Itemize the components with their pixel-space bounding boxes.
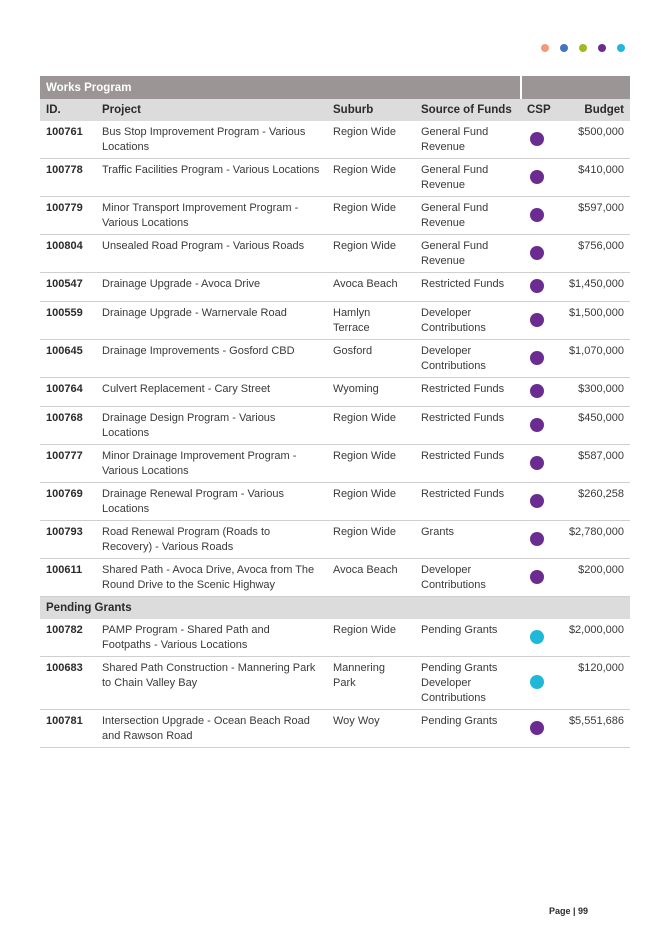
table-row bbox=[40, 197, 630, 235]
cell-project: Drainage Upgrade - Avoca Drive bbox=[96, 273, 327, 302]
table-row bbox=[40, 378, 630, 407]
section-title-row bbox=[40, 76, 630, 99]
cell-budget: $260,258 bbox=[553, 483, 630, 521]
cell-csp bbox=[521, 121, 553, 159]
cell-csp bbox=[521, 619, 553, 657]
table-row bbox=[40, 273, 630, 302]
cell-source: General Fund Revenue bbox=[415, 197, 521, 235]
cell-csp bbox=[521, 559, 553, 597]
cell-id: 100769 bbox=[40, 483, 96, 521]
cell-budget: $2,780,000 bbox=[553, 521, 630, 559]
cell-project: Culvert Replacement - Cary Street bbox=[96, 378, 327, 407]
table-row bbox=[40, 710, 630, 748]
page-number: Page | 99 bbox=[549, 906, 589, 916]
csp-dot-icon bbox=[530, 313, 544, 327]
cell-suburb: Region Wide bbox=[327, 407, 415, 445]
cell-suburb: Mannering Park bbox=[327, 657, 415, 710]
col-id: ID. bbox=[40, 99, 96, 121]
csp-dot-icon bbox=[530, 384, 544, 398]
cell-suburb: Region Wide bbox=[327, 197, 415, 235]
table-row bbox=[40, 235, 630, 273]
cell-id: 100778 bbox=[40, 159, 96, 197]
csp-dot-icon bbox=[530, 675, 544, 689]
cell-budget: $500,000 bbox=[553, 121, 630, 159]
cell-budget: $756,000 bbox=[553, 235, 630, 273]
cell-budget: $587,000 bbox=[553, 445, 630, 483]
cell-id: 100559 bbox=[40, 302, 96, 340]
cell-csp bbox=[521, 273, 553, 302]
cell-csp bbox=[521, 657, 553, 710]
cell-project: Drainage Improvements - Gosford CBD bbox=[96, 340, 327, 378]
cell-csp bbox=[521, 302, 553, 340]
cell-csp bbox=[521, 378, 553, 407]
cell-source: Restricted Funds bbox=[415, 483, 521, 521]
table-row bbox=[40, 559, 630, 597]
cell-suburb: Region Wide bbox=[327, 159, 415, 197]
cell-project: Unsealed Road Program - Various Roads bbox=[96, 235, 327, 273]
csp-dot-icon bbox=[530, 570, 544, 584]
col-project: Project bbox=[96, 99, 327, 121]
table-row bbox=[40, 121, 630, 159]
cell-id: 100793 bbox=[40, 521, 96, 559]
cell-source: Restricted Funds bbox=[415, 378, 521, 407]
csp-dot-icon bbox=[530, 494, 544, 508]
cell-project: Shared Path Construction - Mannering Park to Chain Valley Bay bbox=[96, 657, 327, 710]
cell-suburb: Region Wide bbox=[327, 121, 415, 159]
cell-id: 100764 bbox=[40, 378, 96, 407]
cell-id: 100645 bbox=[40, 340, 96, 378]
col-csp: CSP bbox=[521, 99, 553, 121]
cell-project: Drainage Upgrade - Warnervale Road bbox=[96, 302, 327, 340]
table-row bbox=[40, 407, 630, 445]
cell-csp bbox=[521, 710, 553, 748]
cell-id: 100804 bbox=[40, 235, 96, 273]
cell-source: Pending Grants bbox=[415, 710, 521, 748]
works-program-table bbox=[40, 76, 630, 748]
cell-project: Intersection Upgrade - Ocean Beach Road and Rawson Road bbox=[96, 710, 327, 748]
cell-project: PAMP Program - Shared Path and Footpaths - Various Locations bbox=[96, 619, 327, 657]
cell-csp bbox=[521, 340, 553, 378]
cell-source: Restricted Funds bbox=[415, 445, 521, 483]
csp-dot-icon bbox=[530, 721, 544, 735]
cell-budget: $450,000 bbox=[553, 407, 630, 445]
cell-suburb: Wyoming bbox=[327, 378, 415, 407]
cell-source: Developer Contributions bbox=[415, 302, 521, 340]
header-dots bbox=[541, 44, 625, 52]
cell-project: Drainage Design Program - Various Locations bbox=[96, 407, 327, 445]
cell-csp bbox=[521, 197, 553, 235]
pending-section bbox=[40, 597, 630, 620]
table-row bbox=[40, 159, 630, 197]
cell-suburb: Avoca Beach bbox=[327, 559, 415, 597]
cell-budget: $1,450,000 bbox=[553, 273, 630, 302]
cell-source: Pending Grants bbox=[415, 619, 521, 657]
cell-id: 100779 bbox=[40, 197, 96, 235]
csp-dot-icon bbox=[530, 418, 544, 432]
cell-budget: $120,000 bbox=[553, 657, 630, 710]
cell-budget: $1,070,000 bbox=[553, 340, 630, 378]
cell-id: 100777 bbox=[40, 445, 96, 483]
table-row bbox=[40, 521, 630, 559]
cell-id: 100611 bbox=[40, 559, 96, 597]
col-source: Source of Funds bbox=[415, 99, 521, 121]
col-budget: Budget bbox=[553, 99, 630, 121]
cell-suburb: Woy Woy bbox=[327, 710, 415, 748]
table-row bbox=[40, 657, 630, 710]
csp-dot-icon bbox=[530, 132, 544, 146]
header-dot-icon bbox=[541, 44, 549, 52]
cell-suburb: Hamlyn Terrace bbox=[327, 302, 415, 340]
section-title-spacer bbox=[521, 76, 630, 99]
table-row bbox=[40, 445, 630, 483]
pending-grants-header-row bbox=[40, 597, 630, 620]
cell-id: 100781 bbox=[40, 710, 96, 748]
cell-budget: $5,551,686 bbox=[553, 710, 630, 748]
cell-project: Drainage Renewal Program - Various Locations bbox=[96, 483, 327, 521]
header-dot-icon bbox=[617, 44, 625, 52]
cell-id: 100683 bbox=[40, 657, 96, 710]
cell-csp bbox=[521, 521, 553, 559]
cell-budget: $410,000 bbox=[553, 159, 630, 197]
table-row bbox=[40, 619, 630, 657]
cell-source: Restricted Funds bbox=[415, 407, 521, 445]
cell-id: 100768 bbox=[40, 407, 96, 445]
cell-source: Developer Contributions bbox=[415, 340, 521, 378]
cell-source: Restricted Funds bbox=[415, 273, 521, 302]
column-header-row bbox=[40, 99, 630, 121]
csp-dot-icon bbox=[530, 351, 544, 365]
cell-csp bbox=[521, 235, 553, 273]
cell-source: Pending Grants Developer Contributions bbox=[415, 657, 521, 710]
cell-suburb: Gosford bbox=[327, 340, 415, 378]
cell-project: Minor Transport Improvement Program - Various Locations bbox=[96, 197, 327, 235]
section-title: Works Program bbox=[40, 76, 521, 99]
header-dot-icon bbox=[560, 44, 568, 52]
cell-id: 100547 bbox=[40, 273, 96, 302]
csp-dot-icon bbox=[530, 279, 544, 293]
cell-project: Bus Stop Improvement Program - Various Locations bbox=[96, 121, 327, 159]
csp-dot-icon bbox=[530, 170, 544, 184]
cell-project: Minor Drainage Improvement Program - Various Locations bbox=[96, 445, 327, 483]
cell-csp bbox=[521, 407, 553, 445]
works-body bbox=[40, 121, 630, 597]
csp-dot-icon bbox=[530, 456, 544, 470]
cell-suburb: Region Wide bbox=[327, 235, 415, 273]
cell-budget: $597,000 bbox=[553, 197, 630, 235]
cell-project: Road Renewal Program (Roads to Recovery) - Various Roads bbox=[96, 521, 327, 559]
table-row bbox=[40, 302, 630, 340]
cell-csp bbox=[521, 483, 553, 521]
cell-suburb: Region Wide bbox=[327, 619, 415, 657]
csp-dot-icon bbox=[530, 208, 544, 222]
cell-csp bbox=[521, 159, 553, 197]
csp-dot-icon bbox=[530, 630, 544, 644]
cell-suburb: Region Wide bbox=[327, 483, 415, 521]
table-row bbox=[40, 340, 630, 378]
cell-project: Shared Path - Avoca Drive, Avoca from The Round Drive to the Scenic Highway bbox=[96, 559, 327, 597]
csp-dot-icon bbox=[530, 246, 544, 260]
cell-budget: $200,000 bbox=[553, 559, 630, 597]
cell-source: General Fund Revenue bbox=[415, 121, 521, 159]
cell-suburb: Region Wide bbox=[327, 445, 415, 483]
cell-source: General Fund Revenue bbox=[415, 159, 521, 197]
cell-project: Traffic Facilities Program - Various Locations bbox=[96, 159, 327, 197]
header-dot-icon bbox=[579, 44, 587, 52]
cell-id: 100761 bbox=[40, 121, 96, 159]
cell-csp bbox=[521, 445, 553, 483]
pending-grants-title: Pending Grants bbox=[40, 597, 630, 620]
pending-body bbox=[40, 619, 630, 748]
cell-source: Developer Contributions bbox=[415, 559, 521, 597]
col-suburb: Suburb bbox=[327, 99, 415, 121]
cell-source: Grants bbox=[415, 521, 521, 559]
header-dot-icon bbox=[598, 44, 606, 52]
cell-budget: $2,000,000 bbox=[553, 619, 630, 657]
csp-dot-icon bbox=[530, 532, 544, 546]
cell-id: 100782 bbox=[40, 619, 96, 657]
cell-budget: $300,000 bbox=[553, 378, 630, 407]
cell-source: General Fund Revenue bbox=[415, 235, 521, 273]
table-row bbox=[40, 483, 630, 521]
cell-suburb: Region Wide bbox=[327, 521, 415, 559]
cell-suburb: Avoca Beach bbox=[327, 273, 415, 302]
cell-budget: $1,500,000 bbox=[553, 302, 630, 340]
